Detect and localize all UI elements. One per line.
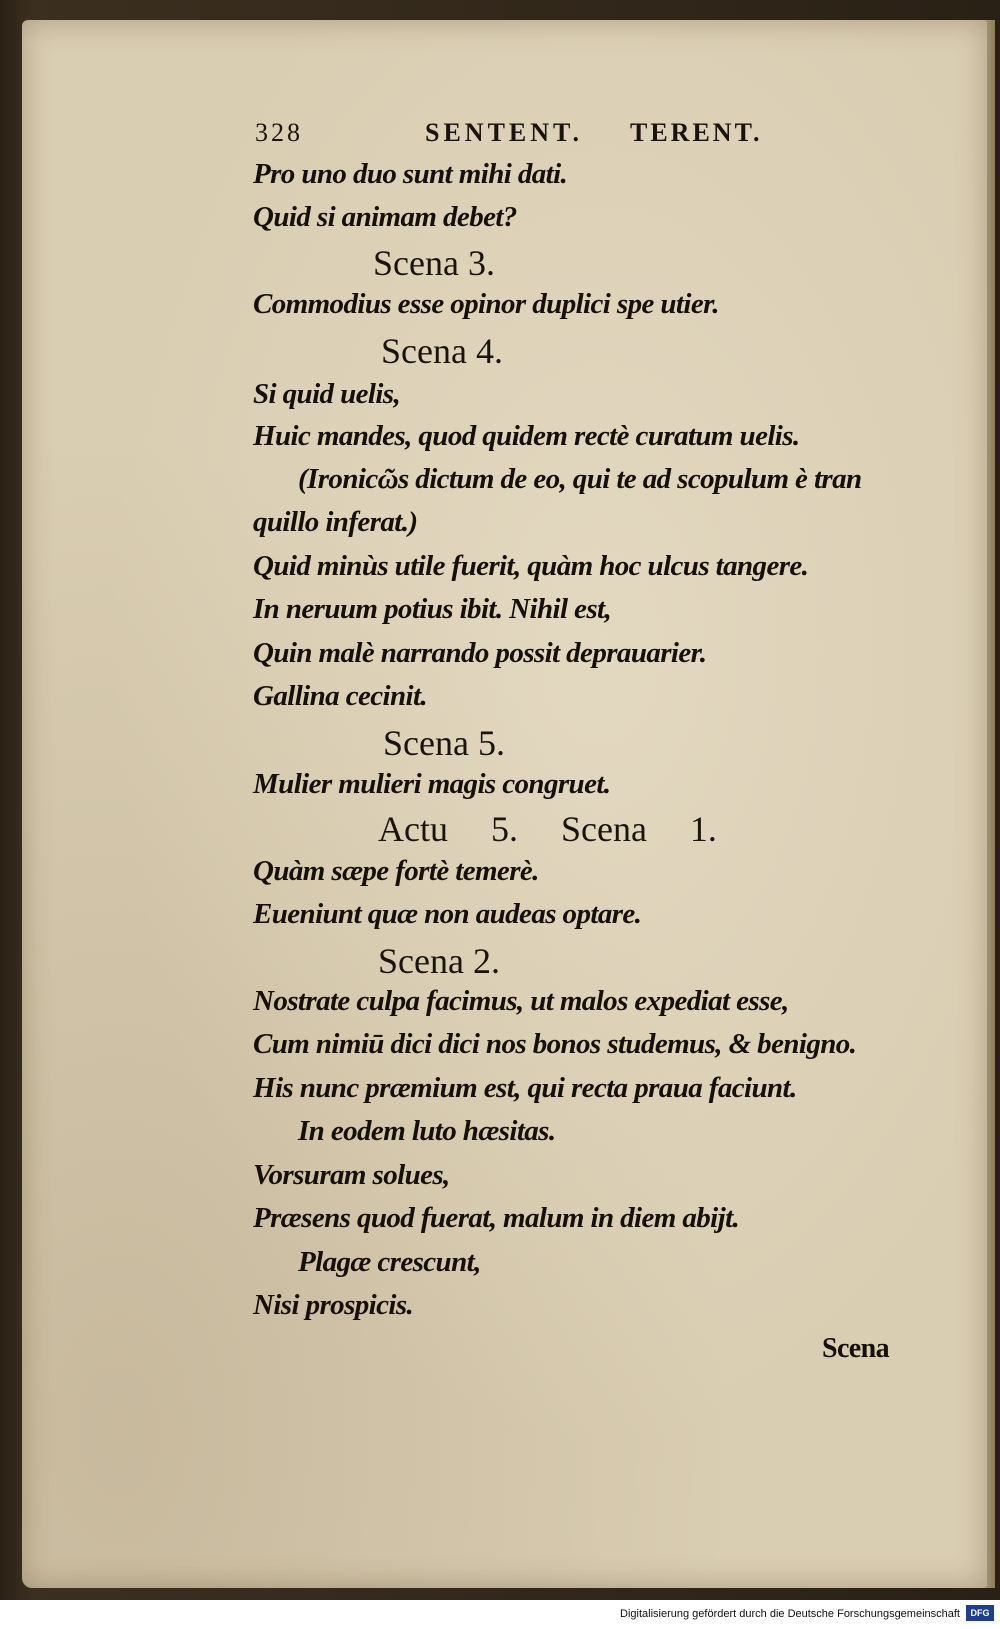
text-line: Plagæ crescunt,	[298, 1246, 481, 1278]
scene-heading: Scena 2.	[378, 941, 500, 981]
text-line: Mulier mulieri magis congruet.	[253, 768, 611, 800]
text-line: Nisi prospicis.	[253, 1289, 414, 1321]
text-line: Gallina cecinit.	[253, 680, 428, 712]
text-line: In neruum potius ibit. Nihil est,	[253, 593, 612, 625]
text-line: Nostrate culpa facimus, ut malos expediat esse,	[253, 985, 789, 1017]
scene-heading: Scena 3.	[373, 243, 495, 283]
digitization-credit: Digitalisierung gefördert durch die Deutsche Forschungsgemeinschaft	[620, 1608, 960, 1620]
text-line: Cum nimiū dici dici nos bonos studemus, & benigno.	[253, 1028, 857, 1060]
text-line: Quin malè narrando possit deprauarier.	[253, 637, 707, 669]
text-line: Si quid uelis,	[253, 378, 401, 410]
running-title-left: SENTENT.	[425, 118, 583, 147]
page-number: 328	[255, 118, 303, 147]
running-title-right: TERENT.	[630, 118, 763, 147]
text-line: Quid minùs utile fuerit, quàm hoc ulcus tangere.	[253, 550, 809, 582]
catchword: Scena	[822, 1333, 890, 1364]
scene-heading: Scena 4.	[381, 331, 503, 371]
dfg-logo: DFG	[966, 1605, 994, 1621]
text-line: Huic mandes, quod quidem rectè curatum uelis.	[253, 420, 800, 452]
text-line: In eodem luto hæsitas.	[298, 1115, 556, 1147]
text-line: Quid si animam debet?	[253, 201, 517, 233]
text-line: Pro uno duo sunt mihi dati.	[253, 158, 568, 190]
act-heading: Actu 5. Scena 1.	[378, 809, 717, 849]
text-line: Quàm sæpe fortè temerè.	[253, 855, 539, 887]
text-line: quillo inferat.)	[253, 506, 418, 538]
text-line: Vorsuram solues,	[253, 1159, 450, 1191]
scene-heading: Scena 5.	[383, 723, 505, 763]
text-line: Præsens quod fuerat, malum in diem abijt.	[253, 1202, 740, 1234]
text-line: His nunc præmium est, qui recta praua faciunt.	[253, 1072, 797, 1104]
text-line: Commodius esse opinor duplici spe utier.	[253, 288, 719, 320]
text-line: Eueniunt quæ non audeas optare.	[253, 898, 642, 930]
text-line: (Ironicῶs dictum de eo, qui te ad scopulum è tran	[298, 463, 862, 495]
